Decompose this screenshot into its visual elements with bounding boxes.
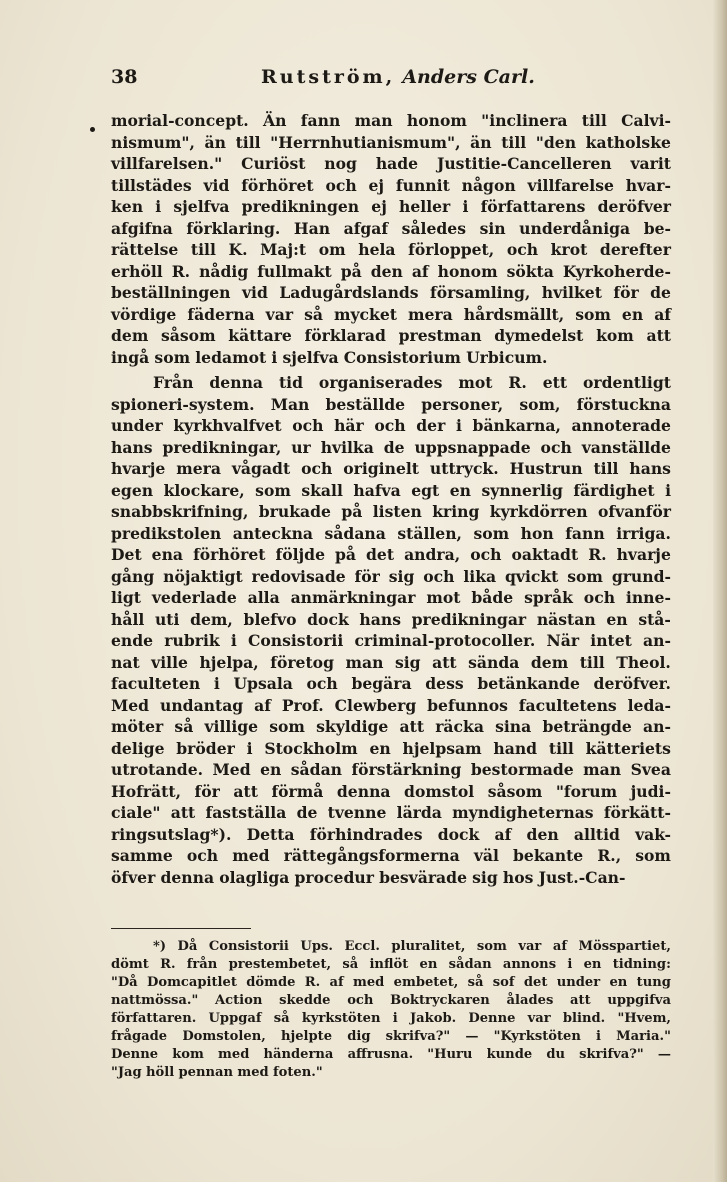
text-line: ringsutslag*). Detta förhindrades dock af den alltid vak- (111, 824, 671, 844)
text-line: Med undantag af Prof. Clewberg befunnos facultetens leda- (111, 695, 671, 715)
text-line: ligt vederlade alla anmärkningar mot både språk och inne- (111, 588, 671, 607)
text-line: egen klockare, som skall hafva egt en synnerlig färdighet i (111, 480, 671, 500)
text-line: morial-concept. Än fann man honom "inclinera till Calvi- (111, 111, 671, 130)
page-number: 38 (111, 66, 138, 88)
text-line: erhöll R. nådig fullmakt på den af honom sökta Kyrkoherde- (111, 261, 671, 281)
footnote (111, 938, 671, 1082)
text-line: författaren. Uppgaf så kyrkstöten i Jakob. Denne var blind. "Hvem, (111, 1011, 671, 1026)
footnote-rule (111, 928, 251, 929)
text-line: delige bröder i Stockholm en hjelpsam hand till kätteriets (111, 738, 671, 758)
page-edge (713, 0, 727, 1182)
text-line: håll uti dem, blefvo dock hans predikningar nästan en stå- (111, 609, 671, 629)
running-head-surname: Rutström, (261, 66, 396, 88)
text-line: "Då Domcapitlet dömde R. af med embetet, så sof det under en tung (111, 975, 671, 990)
text-line: tillstädes vid förhöret och ej funnit någon villfarelse hvar- (111, 175, 671, 195)
text-line: dem såsom kättare förklarad prestman dymedelst kom att (111, 326, 671, 345)
text-line: rättelse till K. Maj:t om hela förloppet, och krot derefter (111, 240, 671, 259)
text-line: predikstolen anteckna sådana ställen, som hon fann irriga. (111, 523, 671, 543)
text-line: Denne kom med händerna affrusna. "Huru kunde du skrifva?" — (111, 1047, 671, 1062)
running-head-given-names: Anders Carl. (402, 66, 535, 88)
running-head (261, 66, 535, 88)
text-line: beställningen vid Ladugårdslands församling, hvilket för de (111, 283, 671, 302)
text-line: hans predikningar, ur hvilka de uppsnappade och vanställde (111, 437, 671, 457)
text-line: nismum", än till "Herrnhutianismum", än till "den katholske (111, 132, 671, 152)
text-line: villfarelsen." Curiöst nog hade Justitie-Cancelleren varit (111, 154, 671, 173)
text-line: möter så villige som skyldige att räcka sina beträngde an- (111, 717, 671, 736)
text-line: öfver denna olagliga procedur besvärade sig hos Just.-Can- (111, 867, 626, 887)
text-line: "Jag höll pennan med foten." (111, 1065, 323, 1080)
text-line: samme och med rättegångsformerna väl bekante R., som (111, 846, 671, 865)
text-line: ende rubrik i Consistorii criminal-protocoller. När intet an- (111, 631, 671, 650)
text-line: nattmössa." Action skedde och Boktryckaren ålades att uppgifva (111, 993, 671, 1008)
text-line: snabbskrifning, brukade på listen kring kyrkdörren ofvanför (111, 502, 671, 521)
text-line: ken i sjelfva predikningen ej heller i författarens deröfver (111, 197, 671, 216)
text-line: frågade Domstolen, hjelpte dig skrifva?" — "Kyrkstöten i Maria." (111, 1029, 671, 1044)
text-line: gång nöjaktigt redovisade för sig och lika qvickt som grund- (111, 566, 671, 586)
text-line: utrotande. Med en sådan förstärkning bestormade man Svea (111, 760, 671, 779)
text-line: hvarje mera vågadt och originelt uttryck. Hustrun till hans (111, 459, 671, 478)
text-line: Det ena förhöret följde på det andra, och oaktadt R. hvarje (111, 545, 671, 564)
text-line: under kyrkhvalfvet och här och der i bänkarna, annoterade (111, 416, 671, 435)
text-line: nat ville hjelpa, företog man sig att sända dem till Theol. (111, 652, 671, 672)
text-line: spioneri-system. Man beställde personer, som, förstuckna (111, 394, 671, 414)
text-line: dömt R. från prestembetet, så inflöt en sådan annons i en tidning: (111, 957, 671, 972)
text-line: ciale" att fastställa de tvenne lärda myndigheternas förkätt- (111, 803, 671, 822)
text-line: afgifna förklaring. Han afgaf således sin underdåniga be- (111, 218, 671, 238)
text-line: vördige fäderna var så mycket mera hårdsmällt, som en af (111, 304, 671, 324)
body-text (111, 110, 671, 888)
text-line: faculteten i Upsala och begära dess betänkande deröfver. (111, 674, 671, 693)
text-line: Från denna tid organiserades mot R. ett ordentligt (153, 373, 671, 392)
page-header (111, 66, 671, 94)
text-line: *) Då Consistorii Ups. Eccl. pluralitet, som var af Mösspartiet, (153, 939, 671, 954)
margin-mark (90, 127, 95, 132)
text-line: Hofrätt, för att förmå denna domstol såsom "forum judi- (111, 781, 671, 801)
text-line: ingå som ledamot i sjelfva Consistorium Urbicum. (111, 347, 548, 367)
